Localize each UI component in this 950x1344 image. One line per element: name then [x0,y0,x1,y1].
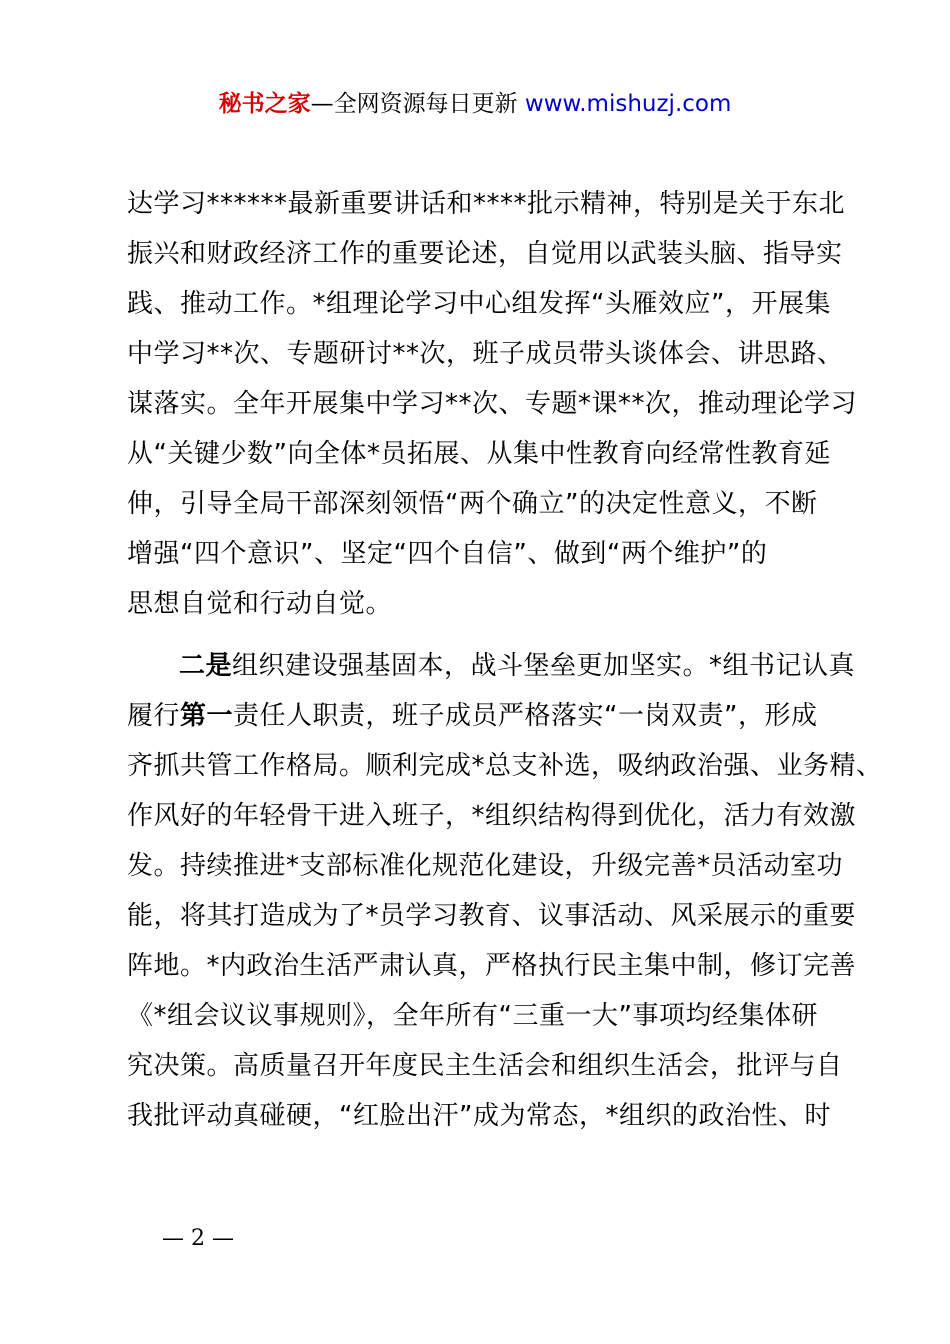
site-url-link[interactable]: www.mishuzj.com [524,91,732,117]
paragraph-line: 振兴和财政经济工作的重要论述，自觉用以武装头脑、指导实 [127,239,843,269]
paragraph-line: 思想自觉和行动自觉。 [127,589,393,619]
paragraph-line: 究决策。高质量召开年度民主生活会和组织生活会，批评与自 [127,1051,843,1081]
paragraph-line: 谋落实。全年开展集中学习**次、专题*课**次，推动理论学习 [127,389,858,419]
paragraph-line: 《*组会议议事规则》，全年所有“三重一大”事项均经集体研 [127,1001,818,1031]
paragraph-line: 伸，引导全局干部深刻领悟“两个确立”的决定性意义，不断 [127,489,818,519]
paragraph-line [179,646,855,686]
paragraph-line: 齐抓共管工作格局。顺利完成*总支补选，吸纳政治强、业务精、 [127,751,883,781]
paragraph-line [127,696,817,736]
page-number: — 2 — [162,1226,234,1251]
line-text: 履行 [127,701,181,731]
paragraph-line: 践、推动工作。*组理论学习中心组发挥“头雁效应”，开展集 [127,289,831,319]
section-text: 组织建设强基固本，战斗堡垒更加坚实。*组书记认真 [232,651,856,681]
brand-slogan: —全网资源每日更新 [310,91,518,117]
paragraph-line: 作风好的年轻骨干进入班子，*组织结构得到优化，活力有效激 [127,801,857,831]
paragraph-line: 发。持续推进*支部标准化规范化建设，升级完善*员活动室功 [127,851,844,881]
section-lead: 二是 [179,651,233,681]
paragraph-line: 我批评动真碰硬，“红脸出汗”成为常态，*组织的政治性、时 [127,1101,831,1131]
paragraph-line: 达学习******最新重要讲话和****批示精神，特别是关于东北 [127,189,846,219]
paragraph-line: 能，将其打造成为了*员学习教育、议事活动、风采展示的重要 [127,901,857,931]
paragraph-line: 增强“四个意识”、坚定“四个自信”、做到“两个维护”的 [127,539,768,569]
paragraph-line: 阵地。*内政治生活严肃认真，严格执行民主集中制，修订完善 [127,951,857,981]
paragraph-line: 从“关键少数”向全体*员拓展、从集中性教育向经常性教育延 [127,439,831,469]
brand-name: 秘书之家 [218,91,311,117]
line-text: 责任人职责，班子成员严格落实“一岗双责”，形成 [233,701,818,731]
emphasis-text: 第一 [180,701,234,731]
site-header-banner [0,84,950,124]
paragraph-line: 中学习**次、专题研讨**次，班子成员带头谈体会、讲思路、 [127,339,844,369]
